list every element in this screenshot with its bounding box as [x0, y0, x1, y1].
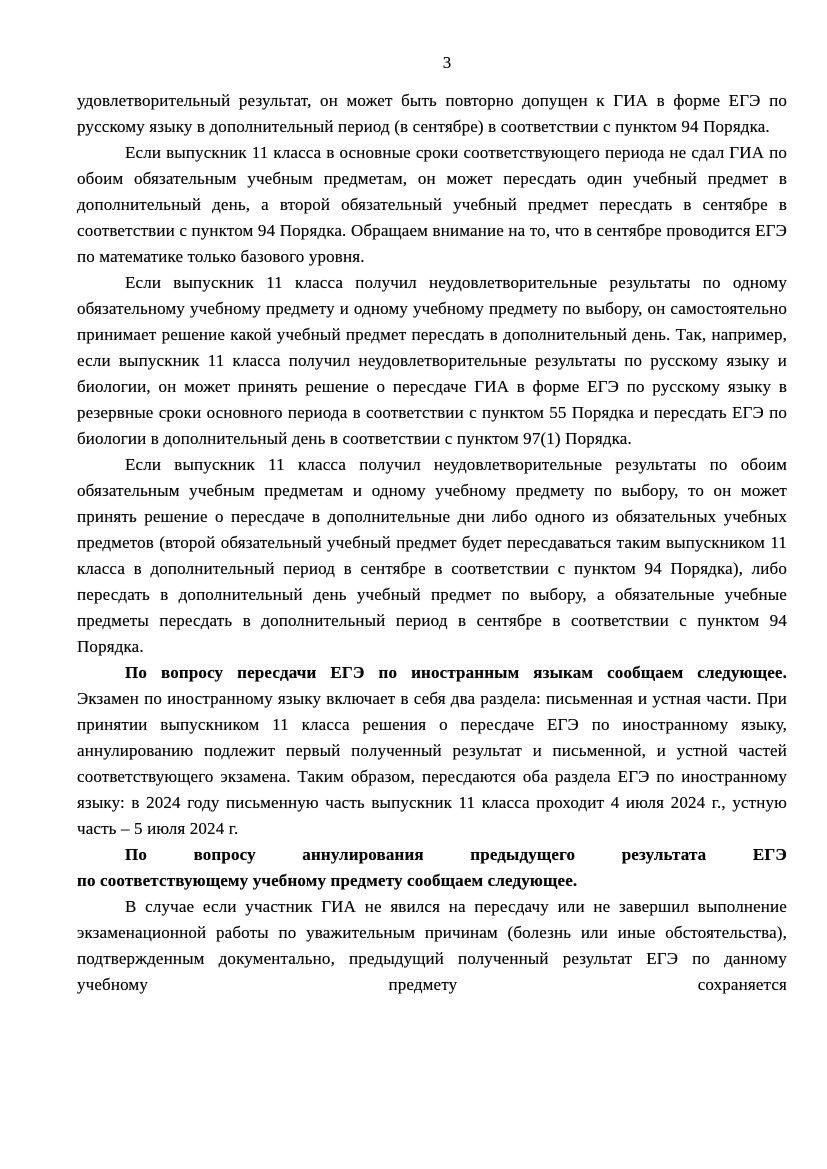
paragraph-foreign-languages: [77, 660, 787, 842]
paragraph-one-mandatory-one-elective: Если выпускник 11 класса получил неудовлетворительные результаты по одному обязательному учебному предмету и одному учебному предмету по выбору, он самостоятельно принимает решение какой учебный предмет пересдать в дополнительный день. Так, например, если выпускник 11 класса получил неудовлетворительные результаты по русскому языку и биологии, он может принять решение о пересдаче ГИА в форме ЕГЭ по русскому языку в резервные сроки основного периода в соответствии с пунктом 55 Порядка и пересдать ЕГЭ по биологии в дополнительный день в соответствии с пунктом 97(1) Порядка.: [77, 273, 787, 448]
foreign-languages-bold-heading: По вопросу пересдачи ЕГЭ по иностранным языкам сообщаем следующее.: [125, 663, 787, 682]
heading-annulment-previous-result: [77, 842, 787, 894]
paragraph-two-mandatory-one-elective: Если выпускник 11 класса получил неудовлетворительные результаты по обоим обязательным учебным предметам и одному учебному предмету по выбору, то он может принять решение о пересдаче в дополнительные дни либо одного из обязательных учебных предметов (второй обязательный учебный предмет будет пересдаваться таким выпускником 11 класса в дополнительный период в сентябре в соответствии с пунктом 94 Порядка), либо пересдать в дополнительный день учебный предмет по выбору, а обязательные учебные предметы пересдать в дополнительный период в сентябре в соответствии с пунктом 94 Порядка.: [77, 455, 787, 656]
foreign-languages-body-text: Экзамен по иностранному языку включает в себя два раздела: письменная и устная части. При принятии выпускником 11 класса решения о пересдаче ЕГЭ по иностранному языку, аннулированию подлежит первый полученный результат и письменной, и устной частей соответствующего экзамена. Таким образом, пересдаются оба раздела ЕГЭ по иностранному языку: в 2024 году письменную часть выпускник 11 класса проходит 4 июля 2024 г., устную часть – 5 июля 2024 г.: [77, 689, 787, 838]
paragraph-continuation-readmission: удовлетворительный результат, он может быть повторно допущен к ГИА в форме ЕГЭ по русскому языку в дополнительный период (в сентябре) в соответствии с пунктом 94 Порядка.: [77, 91, 787, 136]
document-body: [0, 88, 827, 998]
paragraph-both-subjects-failed: Если выпускник 11 класса в основные сроки соответствующего периода не сдал ГИА по обоим обязательным учебным предметам, он может пересдать один учебный предмет в дополнительный день, а второй обязательный учебный предмет пересдать в сентябре в соответствии с пунктом 94 Порядка. Обращаем внимание на то, что в сентябре проводится ЕГЭ по математике только базового уровня.: [77, 143, 787, 266]
paragraph-no-show-valid-reason: В случае если участник ГИА не явился на пересдачу или не завершил выполнение экзаменационной работы по уважительным причинам (болезнь или иные обстоятельства), подтвержденным документально, предыдущий полученный результат ЕГЭ по данному учебному предмету сохраняется: [77, 897, 787, 994]
annulment-heading-line-2: по соответствующему учебному предмету сообщаем следующее.: [77, 871, 578, 890]
annulment-heading-line-1: По вопросу аннулирования предыдущего результата ЕГЭ: [125, 845, 787, 864]
page-number: 3: [442, 53, 452, 72]
